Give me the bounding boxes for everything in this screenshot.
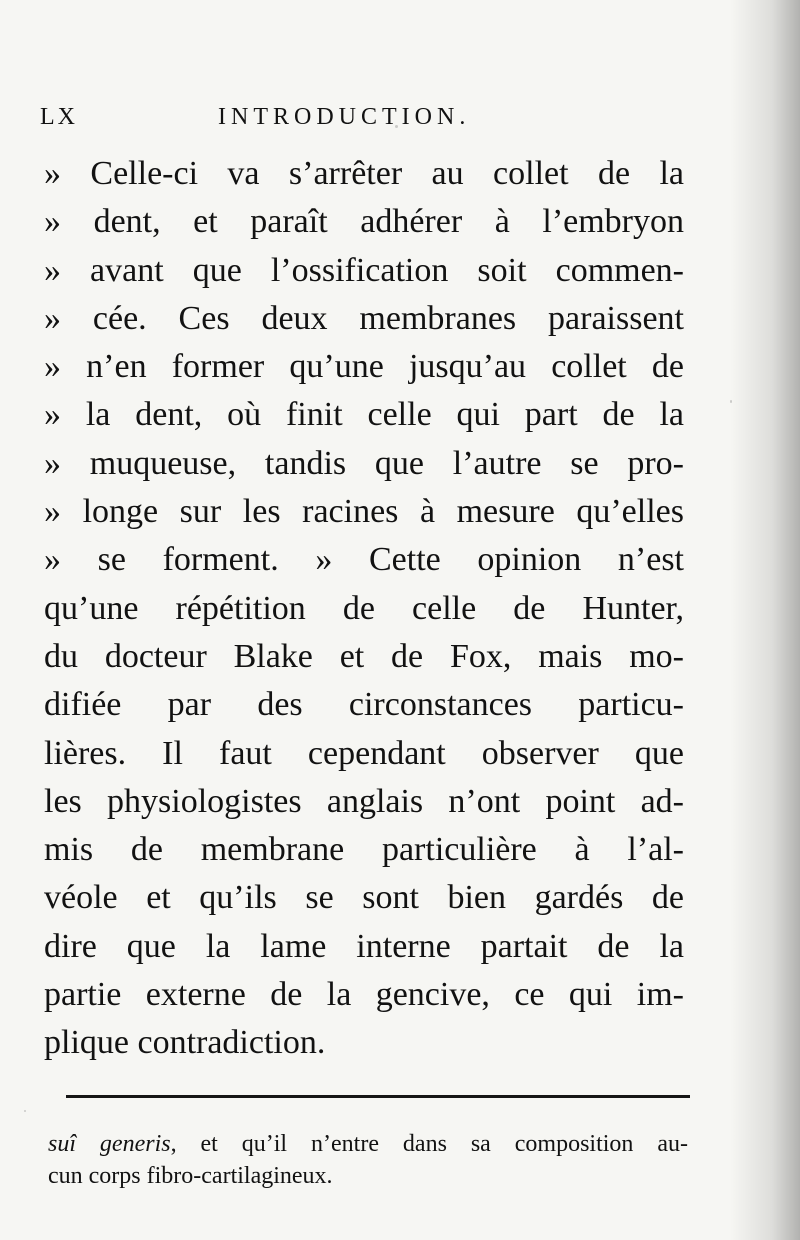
text-line: difiée par des circonstances particu- [44,686,684,724]
text-line: dire que la lame interne partait de la [44,927,684,965]
page-edge-shadow [730,0,800,1240]
text-line: » la dent, où finit celle qui part de la [44,396,684,434]
text-line: plique contradiction. [44,1024,326,1062]
text-line: » dent, et paraît adhérer à l’embryon [44,203,684,241]
footnote-separator-rule [66,1095,690,1098]
paper-speck [24,1110,26,1112]
footnote-line [48,1128,688,1160]
text-line: les physiologistes anglais n’ont point ad- [44,782,684,820]
text-line: » muqueuse, tandis que l’autre se pro- [44,444,684,482]
footnote-line-rest: , et qu’il n’entre dans sa composition au- [170,1131,688,1157]
paper-speck [730,400,732,403]
footnote [48,1128,688,1192]
main-text-block [44,150,684,1068]
running-head: INTRODUCTION. [218,104,471,130]
paper-speck [618,172,620,174]
page-header [40,104,720,134]
text-line: du docteur Blake et de Fox, mais mo- [44,637,684,675]
text-line: lières. Il faut cependant observer que [44,734,684,772]
footnote-line: cun corps fibro-cartilagineux. [48,1163,333,1189]
text-line: qu’une répétition de celle de Hunter, [44,589,684,627]
text-line: » longe sur les racines à mesure qu’elles [44,493,684,531]
text-line: » avant que l’ossification soit commen- [44,251,684,289]
paper-speck [395,125,398,128]
text-line: » Celle-ci va s’arrêter au collet de la [44,155,684,192]
text-line: » n’en former qu’une jusqu’au collet de [44,348,684,386]
text-line: véole et qu’ils se sont bien gardés de [44,879,684,917]
page-number: LX [40,104,78,130]
text-line: » cée. Ces deux membranes paraissent [44,299,684,337]
text-line: partie externe de la gencive, ce qui im- [44,976,684,1014]
footnote-italic-term: suî generis [48,1131,171,1157]
text-line: » se forment. » Cette opinion n’est [44,541,684,579]
text-line: mis de membrane particulière à l’al- [44,831,684,869]
